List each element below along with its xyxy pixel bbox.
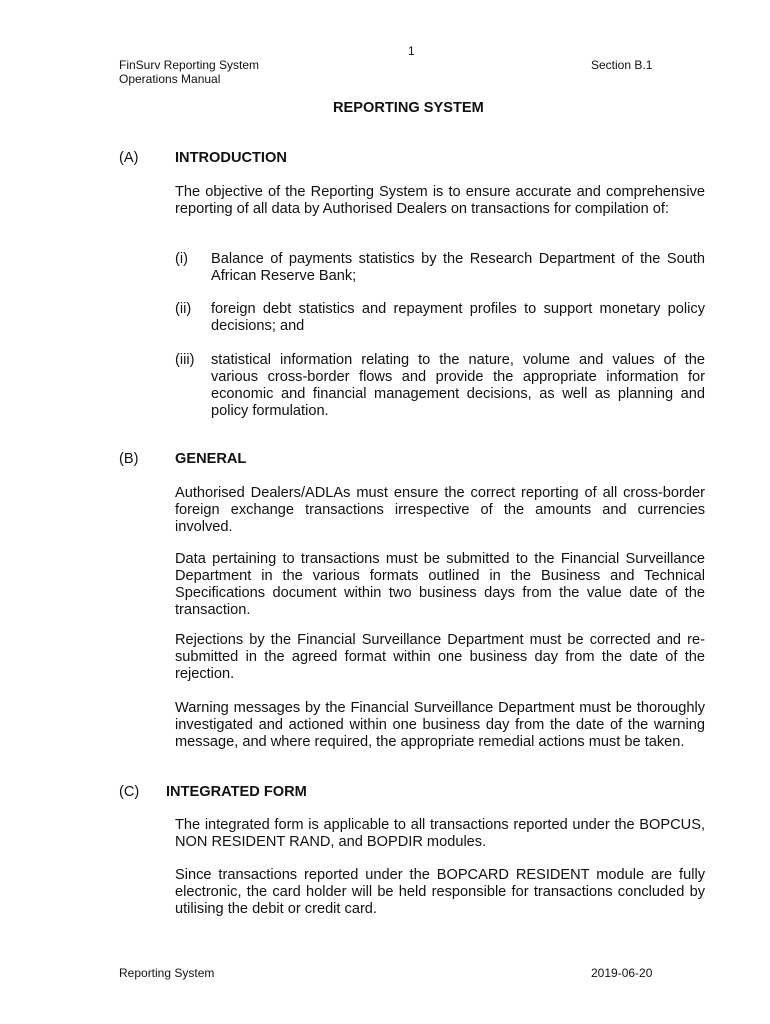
section-b-paragraph: Data pertaining to transactions must be submitted to the Financial Surveillance Department in the various formats outlined in the Business and Technical Specifications document within two business days from the value date of the transaction. <box>175 551 705 618</box>
section-c-letter: (C) <box>119 784 140 800</box>
section-label: Section B.1 <box>591 58 653 72</box>
section-a-intro: The objective of the Reporting System is to ensure accurate and comprehensive reporting of all data by Authorised Dealers on transactions for compilation of: <box>175 184 705 217</box>
section-a-letter: (A) <box>119 150 139 166</box>
list-item-number: (ii) <box>175 301 192 317</box>
manual-name: Operations Manual <box>119 72 221 86</box>
list-item-text: Balance of payments statistics by the Research Department of the South African Reserve Bank; <box>211 251 705 284</box>
list-item-text: statistical information relating to the nature, volume and values of the various cross-border flows and provide the appropriate information for economic and financial management decisions, as well as planning and policy formulation. <box>211 352 705 419</box>
section-c-paragraph: The integrated form is applicable to all transactions reported under the BOPCUS, NON RESIDENT RAND, and BOPDIR modules. <box>175 817 705 850</box>
footer-date: 2019-06-20 <box>591 966 653 980</box>
section-b-paragraph: Rejections by the Financial Surveillance Department must be corrected and re-submitted in the agreed format within one business day from the date of the rejection. <box>175 632 705 682</box>
list-item-number: (i) <box>175 251 188 267</box>
list-item-text: foreign debt statistics and repayment profiles to support monetary policy decisions; and <box>211 301 705 334</box>
section-b-title: GENERAL <box>175 451 247 467</box>
document-title: REPORTING SYSTEM <box>333 100 484 116</box>
footer-title: Reporting System <box>119 966 215 980</box>
section-c-title: INTEGRATED FORM <box>166 784 307 800</box>
section-b-paragraph: Authorised Dealers/ADLAs must ensure the correct reporting of all cross-border foreign exchange transactions irrespective of the amounts and currencies involved. <box>175 485 705 535</box>
list-item-number: (iii) <box>175 352 195 368</box>
section-a-title: INTRODUCTION <box>175 150 287 166</box>
section-c-paragraph: Since transactions reported under the BOPCARD RESIDENT module are fully electronic, the card holder will be held responsible for transactions concluded by utilising the debit or credit card. <box>175 867 705 917</box>
page-number: 1 <box>408 44 415 58</box>
section-b-paragraph: Warning messages by the Financial Surveillance Department must be thoroughly investigated and actioned within one business day from the date of the warning message, and where required, the appropriate remedial actions must be taken. <box>175 700 705 750</box>
system-name: FinSurv Reporting System <box>119 58 260 72</box>
section-b-letter: (B) <box>119 451 139 467</box>
